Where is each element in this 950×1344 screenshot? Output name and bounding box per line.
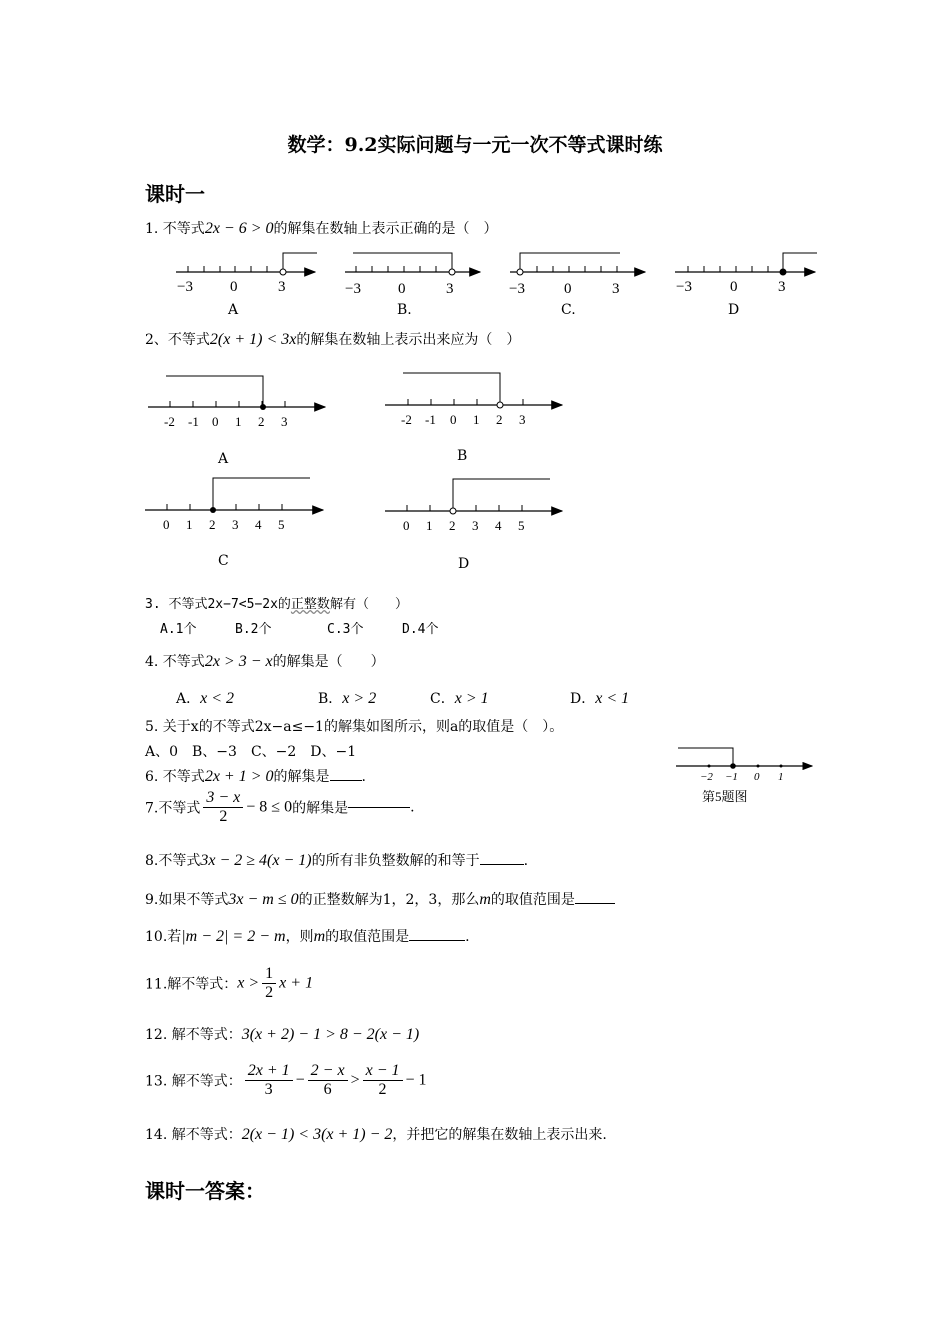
q4-prefix: 4. 不等式: [145, 654, 205, 670]
q2-d-tick-4: 4: [495, 518, 502, 533]
q1-suffix: 的解集在数轴上表示正确的是（ ）: [273, 221, 498, 237]
section-heading-2-text: 课时一答案: [145, 1179, 245, 1203]
q2-suffix: 的解集在数轴上表示出来应为（ ）: [296, 332, 521, 348]
q4-option-d: [570, 688, 629, 708]
q2-b-tick-2: 0: [450, 412, 457, 427]
q2-c-tick-4: 4: [255, 517, 262, 532]
q2-label-b: B: [457, 448, 468, 464]
q2-option-c-line: [145, 478, 323, 532]
q1-d-tick-0: 0: [730, 279, 738, 295]
q2-c-tick-3: 3: [232, 517, 239, 532]
q2-d-tick-3: 3: [472, 518, 479, 533]
q3-option-b: B.2个: [235, 622, 272, 637]
q1-b-tick-neg3: −3: [345, 281, 361, 297]
question-4: [145, 651, 385, 671]
q4-a-label: A．: [176, 691, 201, 707]
section-heading-1: 课时一: [145, 182, 205, 206]
q13-operator-1: −: [295, 1071, 305, 1089]
q2-c-tick-2: 2: [209, 517, 216, 532]
q8-expression: 3x − 2 ≥ 4(x − 1): [200, 852, 312, 869]
q2-number-lines: [140, 365, 580, 575]
question-8: [145, 850, 528, 870]
q2-b-tick-0: -2: [401, 412, 412, 427]
q13-fraction-2: [308, 1062, 348, 1099]
q10-variable: m: [313, 928, 326, 945]
q1-d-tick-3: 3: [778, 279, 786, 295]
q6-prefix: 6. 不等式: [145, 769, 205, 785]
q1-a-tick-neg3: −3: [177, 279, 193, 295]
q1-option-c-line: [509, 253, 645, 297]
q1-c-tick-3: 3: [612, 281, 620, 297]
q8-answer-blank[interactable]: [480, 864, 524, 865]
q1-d-tick-neg3: −3: [676, 279, 692, 295]
q2-b-tick-5: 3: [519, 412, 526, 427]
q13-numerator-3: x − 1: [363, 1062, 403, 1081]
q5-fig-tick-1: 1: [778, 771, 784, 783]
q3-option-a: A.1个: [160, 622, 197, 637]
q2-b-tick-3: 1: [473, 412, 480, 427]
question-9: [145, 889, 615, 909]
q2-prefix: 2、不等式: [145, 332, 210, 348]
q5-fig-tick-neg1: −1: [725, 771, 738, 783]
q13-tail: − 1: [405, 1071, 427, 1089]
q13-denominator-2: 6: [323, 1081, 332, 1098]
q1-option-b-line: [345, 253, 480, 297]
q9-answer-blank[interactable]: [575, 903, 615, 904]
q1-label-b: B.: [397, 302, 412, 318]
q3-option-d: D.4个: [402, 622, 439, 637]
q10-answer-blank[interactable]: [409, 940, 465, 941]
q2-c-tick-5: 5: [278, 517, 285, 532]
q10-expression: |m − 2| = 2 − m: [181, 928, 286, 945]
q6-end: .: [361, 769, 366, 785]
q6-suffix: 的解集是: [273, 769, 330, 785]
q1-option-d-line: [675, 253, 817, 295]
q10-prefix: 10.若: [145, 929, 182, 945]
q12-expression: 3(x + 2) − 1 > 8 − 2(x − 1): [241, 1026, 420, 1043]
q2-a-tick-2: 0: [212, 414, 219, 429]
q7-answer-blank[interactable]: [348, 807, 410, 808]
q4-b-label: B．: [318, 691, 343, 707]
q13-prefix: 13. 解不等式：: [145, 1073, 242, 1090]
q1-prefix: 1. 不等式: [145, 221, 205, 237]
q9-variable: m: [479, 891, 491, 908]
q1-number-lines: [140, 245, 830, 300]
q7-suffix: 的解集是: [292, 800, 349, 817]
q13-numerator-2: 2 − x: [308, 1062, 348, 1081]
q4-c-expr: x > 1: [454, 690, 489, 707]
q1-b-tick-3: 3: [446, 281, 454, 297]
q4-option-a: [176, 688, 234, 708]
q1-expression: 2x − 6 > 0: [204, 220, 274, 237]
q1-b-tick-0: 0: [398, 281, 406, 297]
q11-fraction: [262, 965, 276, 1002]
page-title: 数学：9.2实际问题与一元一次不等式课时练: [287, 134, 663, 156]
q14-prefix: 14. 解不等式：: [145, 1127, 242, 1143]
q4-option-c: [430, 688, 489, 708]
q13-numerator-1: 2x + 1: [245, 1062, 293, 1081]
q9-prefix: 9.如果不等式: [145, 892, 229, 908]
q11-rhs: x + 1: [279, 974, 314, 992]
q2-label-c: C: [218, 553, 229, 569]
q2-b-tick-4: 2: [496, 412, 503, 427]
q2-expression: 2(x + 1) < 3x: [209, 331, 297, 348]
q4-d-expr: x < 1: [595, 690, 630, 707]
q2-option-d-line: [385, 479, 562, 533]
q8-end: .: [523, 853, 529, 869]
q4-b-expr: x > 2: [342, 690, 377, 707]
q2-a-tick-5: 3: [281, 414, 288, 429]
q7-denominator: 2: [219, 808, 228, 825]
q5-fig-tick-neg2: −2: [700, 771, 713, 783]
q5-options: A、0 B、−3 C、−2 D、−1: [145, 744, 357, 760]
question-7: [145, 789, 415, 826]
q8-prefix: 8.不等式: [145, 853, 201, 869]
question-2: [145, 329, 520, 349]
q11-lhs: x >: [237, 974, 260, 992]
q13-operator-2: >: [350, 1071, 360, 1089]
q2-d-tick-5: 5: [518, 518, 525, 533]
q2-d-tick-1: 1: [426, 518, 433, 533]
q1-a-tick-0: 0: [230, 279, 238, 295]
question-1: [145, 218, 498, 238]
q10-middle: ，则: [285, 929, 314, 945]
q2-option-b-line: [385, 373, 562, 427]
question-13: [145, 1062, 427, 1099]
q2-a-tick-0: -2: [164, 414, 175, 429]
q1-label-a: A: [228, 302, 239, 318]
q8-suffix: 的所有非负整数解的和等于: [311, 853, 480, 869]
q2-d-tick-0: 0: [403, 518, 410, 533]
q2-a-tick-4: 2: [258, 414, 265, 429]
question-11: [145, 965, 313, 1002]
q3-text-prefix: 3. 不等式2x−7<5−2x的: [145, 597, 291, 612]
q7-expression: − 8 ≤ 0: [246, 798, 293, 816]
q12-prefix: 12. 解不等式：: [145, 1027, 242, 1043]
q7-end: .: [410, 799, 415, 816]
q13-fraction-3: [363, 1062, 403, 1099]
q2-a-tick-3: 1: [235, 414, 242, 429]
q10-end: .: [465, 929, 470, 945]
section-heading-2: [145, 1175, 265, 1204]
q11-numerator: 1: [262, 965, 276, 984]
q6-expression: 2x + 1 > 0: [204, 768, 274, 785]
q1-option-a-line: [176, 253, 317, 295]
q1-label-c: C.: [561, 302, 576, 318]
q9-middle: 的正整数解为1，2，3，那么: [298, 892, 480, 908]
q4-suffix: 的解集是（ ）: [272, 654, 385, 670]
q13-denominator-3: 2: [378, 1081, 387, 1098]
q3-text-underlined: 正整数: [290, 597, 330, 612]
q11-prefix: 11.解不等式：: [145, 976, 238, 993]
q2-label-a: A: [218, 451, 229, 467]
q2-b-tick-1: -1: [425, 412, 436, 427]
q4-d-label: D．: [570, 691, 596, 707]
q4-a-expr: x < 2: [200, 690, 235, 707]
q3-option-c: C.3个: [327, 622, 364, 637]
q5-fig-caption: 第5题图: [702, 789, 748, 804]
q4-option-b: [318, 688, 376, 708]
q10-suffix: 的取值范围是: [325, 929, 410, 945]
q4-c-label: C．: [430, 691, 455, 707]
q2-label-d: D: [458, 556, 470, 572]
question-3: [145, 593, 408, 612]
q7-prefix: 7.不等式: [145, 800, 201, 817]
q14-suffix: ，并把它的解集在数轴上表示出来.: [392, 1127, 607, 1143]
q1-a-tick-3: 3: [278, 279, 286, 295]
q2-c-tick-0: 0: [163, 517, 170, 532]
section-heading-2-colon: ：: [245, 1179, 265, 1203]
q11-denominator: 2: [265, 984, 274, 1001]
q7-fraction: [203, 789, 243, 826]
question-6: [145, 766, 366, 786]
q6-answer-blank[interactable]: [330, 780, 362, 781]
q2-option-a-line: [148, 376, 325, 429]
q4-expression: 2x > 3 − x: [204, 653, 273, 670]
q5-figure: [672, 740, 822, 810]
question-10: [145, 926, 470, 946]
q2-d-tick-2: 2: [449, 518, 456, 533]
q7-numerator: 3 − x: [203, 789, 243, 808]
q5-fig-tick-0: 0: [754, 771, 760, 783]
q14-expression: 2(x − 1) < 3(x + 1) − 2: [241, 1126, 393, 1143]
q3-text-suffix: 解有（ ）: [329, 597, 408, 612]
question-14: [145, 1124, 607, 1144]
q9-suffix: 的取值范围是: [490, 892, 575, 908]
q2-c-tick-1: 1: [186, 517, 193, 532]
q1-label-d: D: [728, 302, 740, 318]
q1-c-tick-neg3: −3: [509, 281, 525, 297]
q2-a-tick-1: -1: [188, 414, 199, 429]
question-5: 5. 关于x的不等式2x−a≤−1的解集如图所示，则a的取值是（ ）。: [145, 719, 564, 735]
q9-expression: 3x − m ≤ 0: [228, 891, 299, 908]
q13-denominator-1: 3: [264, 1081, 273, 1098]
q13-fraction-1: [245, 1062, 293, 1099]
q1-c-tick-0: 0: [564, 281, 572, 297]
question-12: [145, 1024, 419, 1044]
